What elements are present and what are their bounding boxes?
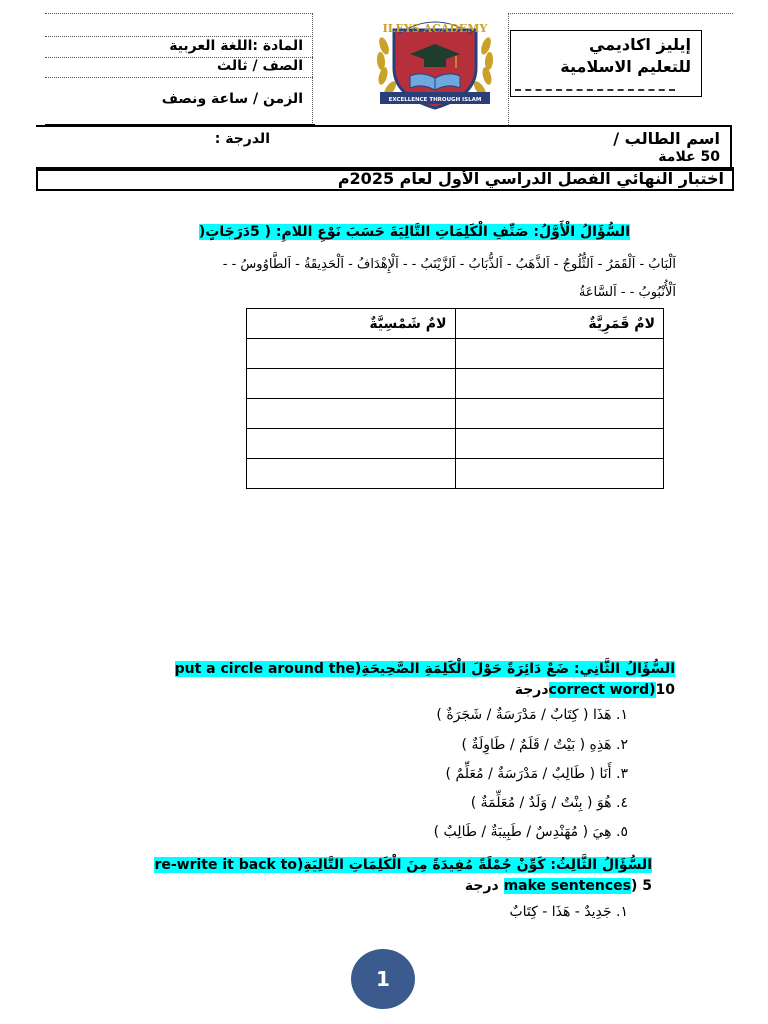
table-row: [247, 369, 664, 399]
list-item: ٥. هِيَ ( مُهَنْدِسٌ / طَبِيبَةٌ / طَالِبٌ ): [433, 824, 628, 840]
question3-heading-ar: السُّؤَالُ الثَّالِثُ: كَوِّنْ جُمْلَةً مُفِيدَةً مِنَ الْكَلِمَاتِ التَّالِيَةِ: [303, 857, 652, 873]
page-number-badge: 1: [351, 949, 415, 1009]
shamsiya-answer-cell[interactable]: [247, 459, 456, 489]
question1-heading: السُّؤَالُ الْأَوَّلُ: صَنِّفِ الْكَلِمَاتِ التَّالِيَةَ حَسَبَ نَوْعِ اللامِ: ( 5دَرَجَاتٍ(: [198, 224, 630, 240]
qamariya-answer-cell[interactable]: [455, 339, 664, 369]
logo-arc-text: ILEYS ACADEMY: [382, 22, 488, 35]
question1-words-line1: اَلْبَابُ - اَلْقَمَرُ - اَلثُّلُوجُ - اَلذَّهَبُ - اَلذُّبَابُ - اَلزَّيْنَبُ - - اَلْإِهْدَافُ - اَلْحَدِيقَةُ - اَلطَّاوُوسُ - -: [222, 257, 676, 272]
student-name-label: اسم الطالب /: [613, 129, 720, 148]
question2-heading-en2: correct word): [548, 682, 656, 698]
grade-level-label: الصف / ثالث: [217, 58, 303, 74]
table-row: [247, 399, 664, 429]
shamsiya-answer-cell[interactable]: [247, 339, 456, 369]
qamariya-answer-cell[interactable]: [455, 429, 664, 459]
question3-heading-en1: (re-write it back to: [154, 857, 304, 873]
list-item: ١. جَدِيدٌ - هَذَا - كِتَابٌ: [509, 904, 628, 920]
exam-title-box: [36, 167, 734, 191]
list-item: ٢. هَذِهِ ( بَيْتٌ / قَلَمٌ / طَاوِلَةٌ ): [461, 737, 628, 753]
school-box-dashed-rule: [515, 89, 675, 91]
list-item: ٣. أَنَا ( طَالِبٌ / مَدْرَسَةٌ / مُعَلِّمٌ ): [445, 766, 628, 782]
table-row: [247, 429, 664, 459]
question1-words-line2: اَلْأُنْبُوبُ - - اَلسَّاعَةُ: [578, 285, 676, 300]
shamsiya-answer-cell[interactable]: [247, 429, 456, 459]
question2-heading-ar: السُّؤَالُ الثَّانِي: ضَعْ دَائِرَةً حَوْلَ الْكَلِمَةِ الصَّحِيحَةِ: [361, 661, 675, 677]
table-row: [247, 339, 664, 369]
total-marks-label: 50 علامة: [658, 149, 720, 165]
classification-table: [246, 308, 664, 489]
student-info-box: [36, 125, 732, 171]
exam-title: اختبار النهائي الفصل الدراسي الأول لعام 2025م: [337, 169, 724, 188]
subject-label: المادة :اللغة العربية: [169, 38, 303, 54]
logo-ribbon-text: EXCELLENCE THROUGH ISLAM: [388, 97, 482, 103]
question3-heading-en2: make sentences: [503, 878, 631, 894]
qamariya-answer-cell[interactable]: [455, 399, 664, 429]
exam-duration-label: الزمن / ساعة ونصف: [161, 91, 303, 107]
question2-marks: 10درجة: [514, 682, 675, 698]
column-header-qamariya: لامٌ قَمَرِيَّةٌ: [455, 309, 664, 339]
score-label: الدرجة :: [214, 131, 270, 147]
school-name-box: [510, 30, 702, 97]
qamariya-answer-cell[interactable]: [455, 369, 664, 399]
table-row: [247, 459, 664, 489]
school-name-line1: إيليز اكاديمي: [588, 35, 691, 54]
shamsiya-answer-cell[interactable]: [247, 399, 456, 429]
question3-marks: ) 5 درجة: [464, 878, 652, 894]
qamariya-answer-cell[interactable]: [455, 459, 664, 489]
list-item: ٤. هُوَ ( بِنْتٌ / وَلَدٌ / مُعَلِّمَةٌ ): [470, 795, 628, 811]
list-item: ١. هَذَا ( كِتَابٌ / مَدْرَسَةٌ / شَجَرَةٌ ): [436, 707, 628, 723]
school-name-line2: للتعليم الاسلامية: [560, 57, 691, 76]
academy-logo: [372, 16, 498, 112]
shamsiya-answer-cell[interactable]: [247, 369, 456, 399]
column-header-shamsiya: لامٌ شَمْسِيَّةٌ: [247, 309, 456, 339]
question2-heading-en1: (put a circle around the: [174, 661, 362, 677]
